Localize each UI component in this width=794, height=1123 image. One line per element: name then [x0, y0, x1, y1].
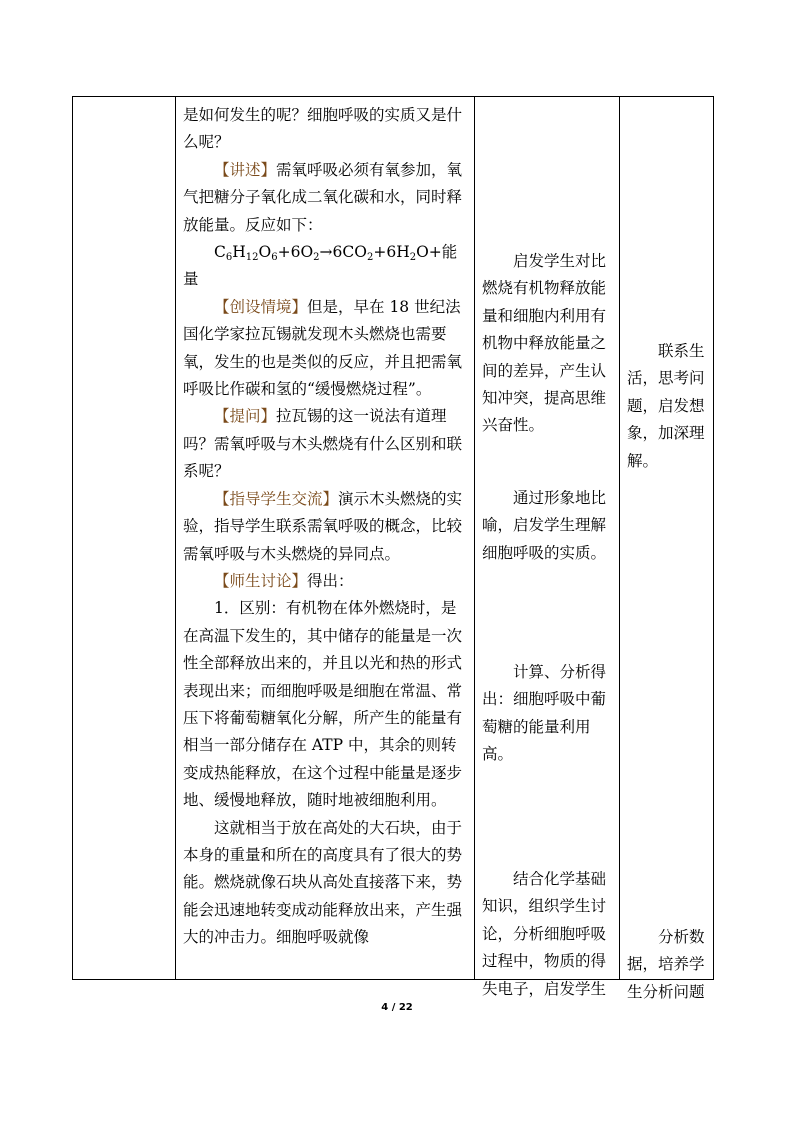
- paragraph: 启发学生对比燃烧有机物释放能量和细胞内利用有机物中释放能量之间的差异，产生认知冲突，提高思维兴奋性。: [482, 252, 607, 435]
- section-tag: 【讲述】: [214, 160, 277, 179]
- note-text: [627, 338, 711, 475]
- column-divider: [474, 96, 475, 980]
- teaching-process-cell: [183, 102, 469, 952]
- intent-text: [482, 866, 614, 1003]
- paragraph: [183, 568, 469, 595]
- intent-text: [482, 248, 614, 440]
- paragraph: 分析数据，培养学生分析问题: [627, 928, 705, 1001]
- paragraph: 联系生活，思考问题，启发想象，加深理解。: [627, 342, 705, 470]
- paragraph: 计算、分析得出：细胞呼吸中葡萄糖的能量利用高。: [482, 663, 607, 764]
- paragraph-text: 得出：: [307, 571, 354, 590]
- reaction-formula: $C_6H_{12}O_6+6O_2\to 6CO_2+6H_2O+$能量: [183, 243, 458, 289]
- intent-text: [482, 659, 614, 769]
- paragraph: [183, 403, 469, 485]
- paragraph-text: 需氧呼吸必须有氧参加，氧气把糖分子氧化成二氧化碳和水，同时释放能量。反应如下：: [183, 160, 463, 234]
- intent-text: [482, 485, 614, 567]
- paragraph: [183, 486, 469, 568]
- paragraph: 结合化学基础知识，组织学生讨论，分析细胞呼吸过程中，物质的得失电子，启发学生: [482, 870, 607, 998]
- paragraph: 1．区别：有机物在体外燃烧时，是在高温下发生的，其中储存的能量是一次性全部释放出来的，并且以光和热的形式表现出来；而细胞呼吸是细胞在常温、常压下将葡萄糖氧化分解，所产生的能量有相当一部分储存在 ATP 中，其余的则转变成热能释放，在这个过程中能量是逐步地、缓慢地释放，随时地被细胞利用。: [183, 599, 463, 810]
- paragraph: 通过形象地比喻，启发学生理解细胞呼吸的实质。: [482, 489, 607, 562]
- paragraph: [183, 294, 469, 404]
- paragraph: [183, 157, 469, 239]
- section-tag: 【指导学生交流】: [214, 489, 339, 508]
- paragraph: 是如何发生的呢？细胞呼吸的实质又是什么呢？: [183, 106, 463, 152]
- column-divider: [175, 96, 176, 980]
- note-text: [627, 924, 711, 1006]
- paragraph: 这就相当于放在高处的大石块，由于本身的重量和所在的高度具有了很大的势能。燃烧就像石块从高处直接落下来，势能会迅速地转变成动能释放出来，产生强大的冲击力。细胞呼吸就像: [183, 818, 463, 947]
- section-tag: 【提问】: [214, 407, 277, 426]
- section-tag: 【师生讨论】: [214, 571, 308, 590]
- column-divider: [619, 96, 620, 980]
- section-tag: 【创设情境】: [214, 297, 308, 316]
- page-number: 4 / 22: [381, 1002, 413, 1013]
- paragraph-text: 拉瓦锡的这一说法有道理吗？需氧呼吸与木头燃烧有什么区别和联系呢？: [183, 407, 463, 481]
- paragraph-text: 演示木头燃烧的实验，指导学生联系需氧呼吸的概念，比较需氧呼吸与木头燃烧的异同点。: [183, 489, 463, 563]
- paragraph-text: 但是，早在 18 世纪法国化学家拉瓦锡就发现木头燃烧也需要氧，发生的也是类似的反应，并且把需氧呼吸比作碳和氢的“缓慢燃烧过程”。: [183, 297, 463, 399]
